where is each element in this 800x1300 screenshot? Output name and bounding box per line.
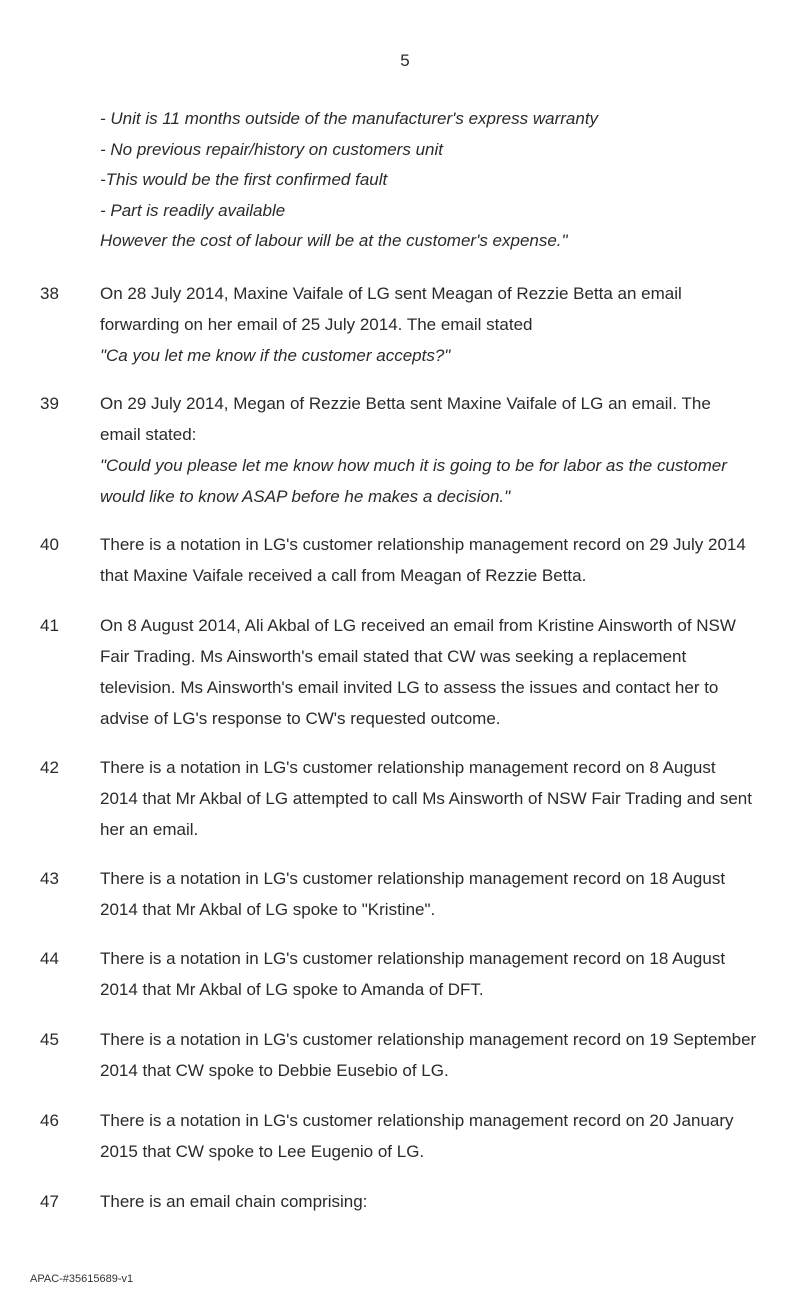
text-line: her an email.: [100, 820, 199, 839]
text-line: television. Ms Ainsworth's email invited LG to assess the issues and contact her to: [100, 678, 719, 697]
text-line: 2014 that CW spoke to Debbie Eusebio of LG.: [100, 1061, 449, 1080]
paragraph-number: 38: [40, 284, 59, 303]
text-line: On 8 August 2014, Ali Akbal of LG received an email from Kristine Ainsworth of NSW: [100, 616, 736, 635]
text-line: 2014 that Mr Akbal of LG spoke to Amanda of DFT.: [100, 980, 484, 999]
text-line: that Maxine Vaifale received a call from Meagan of Rezzie Betta.: [100, 566, 587, 585]
text-line: Fair Trading. Ms Ainsworth's email stated that CW was seeking a replacement: [100, 647, 687, 666]
quote-line: - No previous repair/history on customers unit: [100, 139, 443, 159]
paragraph-number: 41: [40, 616, 59, 635]
paragraph-text: [100, 757, 785, 850]
text-line: On 29 July 2014, Megan of Rezzie Betta sent Maxine Vaifale of LG an email. The: [100, 394, 711, 413]
text-line: On 28 July 2014, Maxine Vaifale of LG sent Meagan of Rezzie Betta an email: [100, 284, 682, 303]
document-id-footer: APAC-#35615689-v1: [30, 1273, 134, 1285]
paragraph-text: [100, 534, 785, 596]
paragraph-text: [100, 1110, 785, 1172]
quote-line: -This would be the first confirmed fault: [100, 170, 388, 190]
quote-line: However the cost of labour will be at the customer's expense.": [100, 231, 568, 251]
text-line: There is a notation in LG's customer relationship management record on 18 August: [100, 949, 726, 968]
paragraph-number: 42: [40, 758, 59, 777]
text-line: 2015 that CW spoke to Lee Eugenio of LG.: [100, 1142, 425, 1161]
paragraph-text: [100, 1029, 785, 1091]
text-line: There is a notation in LG's customer relationship management record on 19 September: [100, 1030, 757, 1049]
quoted-line: would like to know ASAP before he makes a decision.": [100, 487, 511, 506]
paragraph-number: 39: [40, 394, 59, 413]
paragraph-number: 44: [40, 949, 59, 968]
paragraph-number: 47: [40, 1192, 59, 1211]
text-line: forwarding on her email of 25 July 2014. The email stated: [100, 315, 533, 334]
paragraph-number: 40: [40, 535, 59, 554]
paragraph-text: [100, 393, 785, 517]
text-line: There is a notation in LG's customer relationship management record on 29 July 2014: [100, 535, 746, 554]
text-line: There is an email chain comprising:: [100, 1192, 368, 1211]
quoted-line: "Ca you let me know if the customer accepts?": [100, 346, 451, 365]
paragraph-text: [100, 948, 785, 1010]
text-line: There is a notation in LG's customer relationship management record on 20 January: [100, 1111, 734, 1130]
paragraph-text: [100, 868, 785, 930]
paragraph-text: [100, 1191, 785, 1222]
text-line: 2014 that Mr Akbal of LG attempted to call Ms Ainsworth of NSW Fair Trading and sent: [100, 789, 752, 808]
paragraph-number: 45: [40, 1030, 59, 1049]
paragraph-text: [100, 283, 785, 376]
text-line: email stated:: [100, 425, 197, 444]
text-line: There is a notation in LG's customer relationship management record on 18 August: [100, 869, 726, 888]
paragraph-number: 46: [40, 1111, 59, 1130]
quote-continuation: [100, 108, 780, 261]
quote-line: - Part is readily available: [100, 200, 286, 220]
quoted-line: "Could you please let me know how much it is going to be for labor as the customer: [100, 456, 727, 475]
page-number: 5: [400, 51, 410, 70]
quote-line: - Unit is 11 months outside of the manufacturer's express warranty: [100, 109, 599, 128]
paragraph-number: 43: [40, 869, 59, 888]
text-line: advise of LG's response to CW's requested outcome.: [100, 709, 501, 728]
text-line: 2014 that Mr Akbal of LG spoke to "Kristine".: [100, 900, 436, 919]
text-line: There is a notation in LG's customer relationship management record on 8 August: [100, 758, 716, 777]
paragraph-text: [100, 615, 785, 739]
